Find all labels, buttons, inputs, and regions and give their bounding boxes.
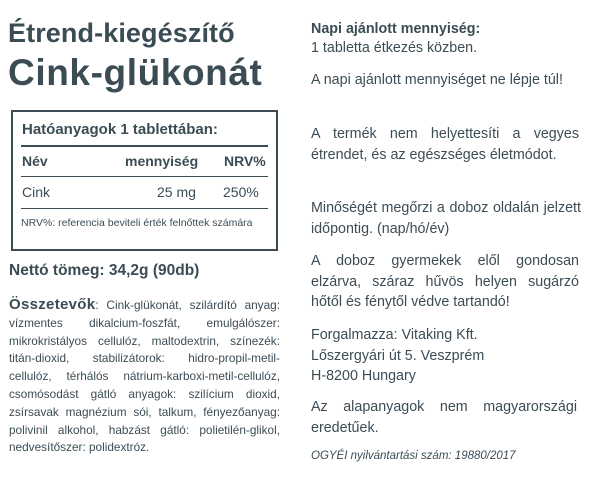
daily-dose-title: Napi ajánlott mennyiség: — [311, 21, 481, 37]
net-weight: Nettó tömeg: 34,2g (90db) — [9, 262, 200, 279]
table-header: Hatóanyagok 1 tablettában: — [22, 121, 218, 138]
product-category-title: Étrend-kiegészítő — [8, 18, 235, 48]
column-amount: mennyiség — [125, 153, 199, 169]
active-ingredients-table — [11, 110, 278, 251]
composition-label: Összetevők — [9, 296, 96, 313]
daily-dose — [311, 20, 480, 58]
product-name-title: Cink-glükonát — [8, 52, 263, 93]
best-before: Minőségét megőrzi a doboz oldalán jelzett időpontig. (nap/hó/év) — [311, 200, 581, 237]
column-nrv: NRV% — [224, 153, 266, 169]
registration-number: OGYÉI nyilvántartási szám: 19880/2017 — [311, 450, 516, 462]
composition-text — [9, 296, 280, 457]
row-ingredient-nrv: 250% — [223, 184, 259, 200]
distributor — [311, 325, 581, 387]
row-ingredient-amount: 25 mg — [157, 184, 196, 200]
table-divider — [21, 176, 268, 177]
origin-note: Az alapanyagok nem magyarországi eredetűek. — [311, 399, 577, 436]
distributor-name: Forgalmazza: Vitaking Kft. — [311, 327, 478, 343]
distributor-address: Lőszergyári út 5. Veszprém — [311, 347, 485, 364]
table-divider — [21, 208, 268, 209]
distributor-postcode: H-8200 Hungary — [311, 368, 416, 384]
dose-warning: A napi ajánlott mennyiséget ne lépje túl! — [311, 72, 563, 88]
composition-body: : Cink-glükonát, szilárdító anyag: vízmentes dikalcium-foszfát, emulgálószer: mikrokristályos cellulóz, maltodextrin, színezék: titán-dioxid, stabilizátorok: hidro-propil-metil-cellulóz, térhálós nátrium-karboxi-metil-cellulóz, csomósodást gátló anyagok: szilícium dioxid, zsírsavak magnézium sói, talkum, fényezőanyag: polivinil alkohol, habzást gátló: polietilén-glikol, nedvesítőszer: polidextróz. — [9, 298, 280, 455]
row-ingredient-name: Cink — [22, 184, 51, 200]
nrv-footnote: NRV%: referencia beviteli érték felnőttek számára — [21, 217, 253, 229]
storage-instructions: A doboz gyermekek elől gondosan elzárva, száraz hűvös helyen sugárzó hőtől és fénytől védve tartandó! — [311, 253, 579, 310]
table-divider — [21, 145, 268, 147]
diet-warning: A termék nem helyettesíti a vegyes étrendet, és az egészséges életmódot. — [311, 126, 579, 163]
column-name: Név — [22, 153, 48, 169]
daily-dose-text: 1 tabletta étkezés közben. — [311, 40, 478, 56]
